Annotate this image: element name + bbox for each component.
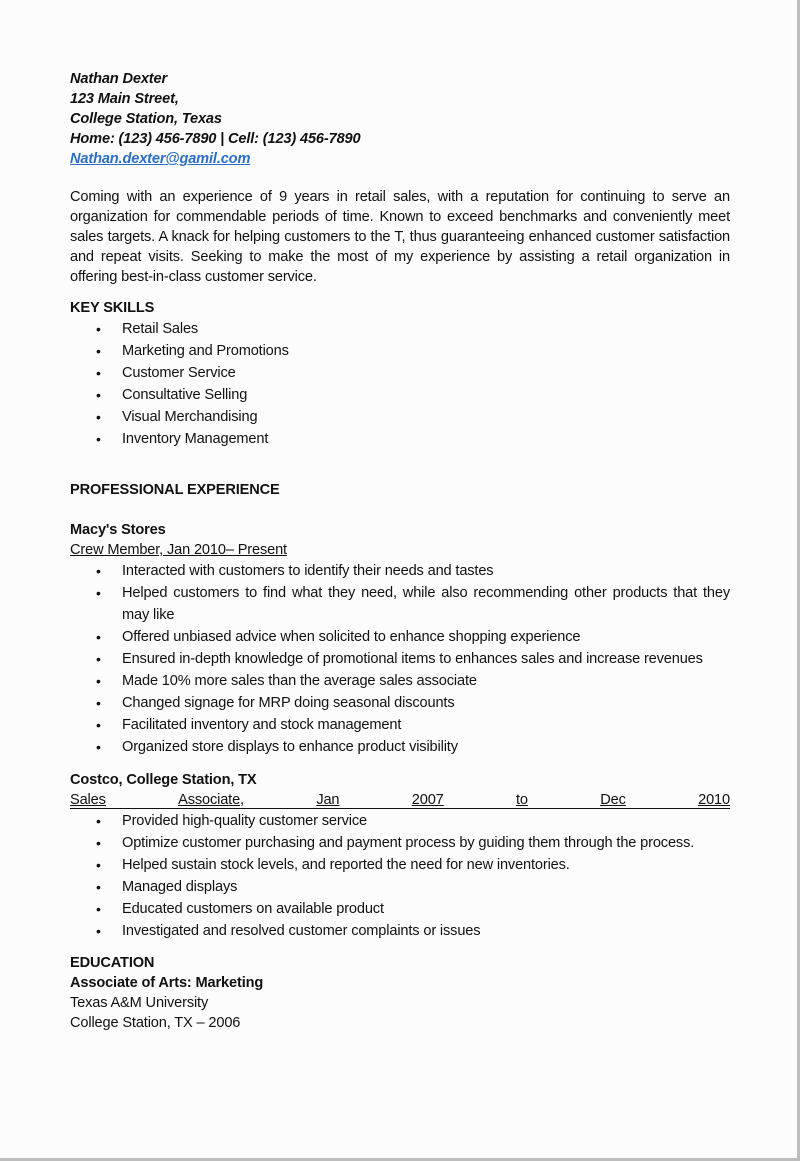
role-word: 2007	[411, 792, 444, 808]
phone-numbers: Home: (123) 456-7890 | Cell: (123) 456-7890	[70, 131, 361, 147]
bullet-icon: •	[96, 629, 101, 645]
bullet-icon: •	[96, 321, 101, 337]
bullet-icon: •	[96, 879, 101, 895]
professional-experience-heading: PROFESSIONAL EXPERIENCE	[70, 482, 280, 498]
degree: Associate of Arts: Marketing	[70, 975, 264, 991]
professional-summary: Coming with an experience of 9 years in retail sales, with a reputation for continuing to serve an organization for commendable periods of time. Known to exceed benchmarks and conveniently meet sales targets. A knack for helping customers to the T, thus guaranteeing enhanced customer satisfaction and repeat visits. Seeking to make the most of my experience by assisting a retail organization in offering best-in-class customer service.	[70, 189, 730, 285]
role-word: Dec	[600, 792, 626, 808]
role-word: Sales	[70, 792, 106, 808]
skill-label: Inventory Management	[122, 431, 269, 447]
skill-label: Customer Service	[122, 365, 236, 381]
list-item	[70, 810, 730, 832]
job-role-costco-words	[70, 790, 730, 810]
bullet-icon: •	[96, 901, 101, 917]
list-item	[70, 692, 730, 714]
key-skills-heading: KEY SKILLS	[70, 300, 155, 316]
list-item	[70, 428, 730, 450]
bullet-icon: •	[96, 651, 101, 667]
education-heading: EDUCATION	[70, 955, 155, 971]
bullet-icon: •	[96, 739, 101, 755]
list-item	[70, 876, 730, 898]
resume-content	[70, 69, 730, 1033]
contact-block	[70, 69, 730, 169]
list-item	[70, 582, 730, 626]
duty-text: Made 10% more sales than the average sales associate	[122, 673, 477, 689]
duty-text: Facilitated inventory and stock management	[122, 717, 402, 733]
street-address: 123 Main Street,	[70, 91, 179, 107]
bullet-icon: •	[96, 717, 101, 733]
duty-text: Educated customers on available product	[122, 901, 384, 917]
bullet-icon: •	[96, 585, 101, 601]
company-name-costco: Costco, College Station, TX	[70, 772, 257, 788]
skills-list	[70, 318, 730, 450]
skill-label: Marketing and Promotions	[122, 343, 289, 359]
list-item	[70, 670, 730, 692]
duty-text: Changed signage for MRP doing seasonal discounts	[122, 695, 455, 711]
role-word: Jan	[316, 792, 340, 808]
school-location-year: College Station, TX – 2006	[70, 1015, 241, 1031]
list-item	[70, 626, 730, 648]
list-item	[70, 362, 730, 384]
list-item	[70, 898, 730, 920]
duty-text: Ensured in-depth knowledge of promotional items to enhances sales and increase revenues	[122, 651, 703, 667]
job-role-macys: Crew Member, Jan 2010– Present	[70, 542, 287, 558]
role-word: Associate,	[178, 792, 244, 808]
duty-text: Helped sustain stock levels, and reported the need for new inventories.	[122, 857, 570, 873]
duty-text: Organized store displays to enhance product visibility	[122, 739, 458, 755]
list-item	[70, 832, 730, 854]
bullet-icon: •	[96, 343, 101, 359]
city-state: College Station, Texas	[70, 111, 222, 127]
company-name-macys: Macy's Stores	[70, 522, 166, 538]
job-role-costco	[70, 790, 730, 810]
bullet-icon: •	[96, 835, 101, 851]
bullet-icon: •	[96, 563, 101, 579]
bullet-icon: •	[96, 923, 101, 939]
skill-label: Visual Merchandising	[122, 409, 258, 425]
duty-text: Interacted with customers to identify their needs and tastes	[122, 563, 494, 579]
candidate-name: Nathan Dexter	[70, 71, 167, 87]
duty-text: Investigated and resolved customer complaints or issues	[122, 923, 481, 939]
role-word: 2010	[698, 792, 730, 808]
list-item	[70, 854, 730, 876]
list-item	[70, 714, 730, 736]
bullet-icon: •	[96, 857, 101, 873]
duty-text: Provided high-quality customer service	[122, 813, 367, 829]
duty-text: Offered unbiased advice when solicited to enhance shopping experience	[122, 629, 581, 645]
list-item	[70, 736, 730, 758]
macys-duties-list	[70, 560, 730, 758]
list-item	[70, 560, 730, 582]
skill-label: Consultative Selling	[122, 387, 248, 403]
bullet-icon: •	[96, 409, 101, 425]
duty-text: Managed displays	[122, 879, 238, 895]
skill-label: Retail Sales	[122, 321, 199, 337]
school-name: Texas A&M University	[70, 995, 209, 1011]
list-item	[70, 384, 730, 406]
list-item	[70, 340, 730, 362]
bullet-icon: •	[96, 695, 101, 711]
list-item	[70, 406, 730, 428]
bullet-icon: •	[96, 673, 101, 689]
list-item	[70, 920, 730, 942]
duty-text: Optimize customer purchasing and payment process by guiding them through the process.	[122, 835, 695, 851]
list-item	[70, 318, 730, 340]
bullet-icon: •	[96, 365, 101, 381]
bullet-icon: •	[96, 431, 101, 447]
bullet-icon: •	[96, 813, 101, 829]
costco-duties-list	[70, 810, 730, 942]
duty-text: Helped customers to find what they need, while also recommending other products that they may like	[122, 585, 730, 623]
list-item	[70, 648, 730, 670]
role-word: to	[516, 792, 528, 808]
email-link[interactable]: Nathan.dexter@gamil.com	[70, 151, 251, 167]
bullet-icon: •	[96, 387, 101, 403]
